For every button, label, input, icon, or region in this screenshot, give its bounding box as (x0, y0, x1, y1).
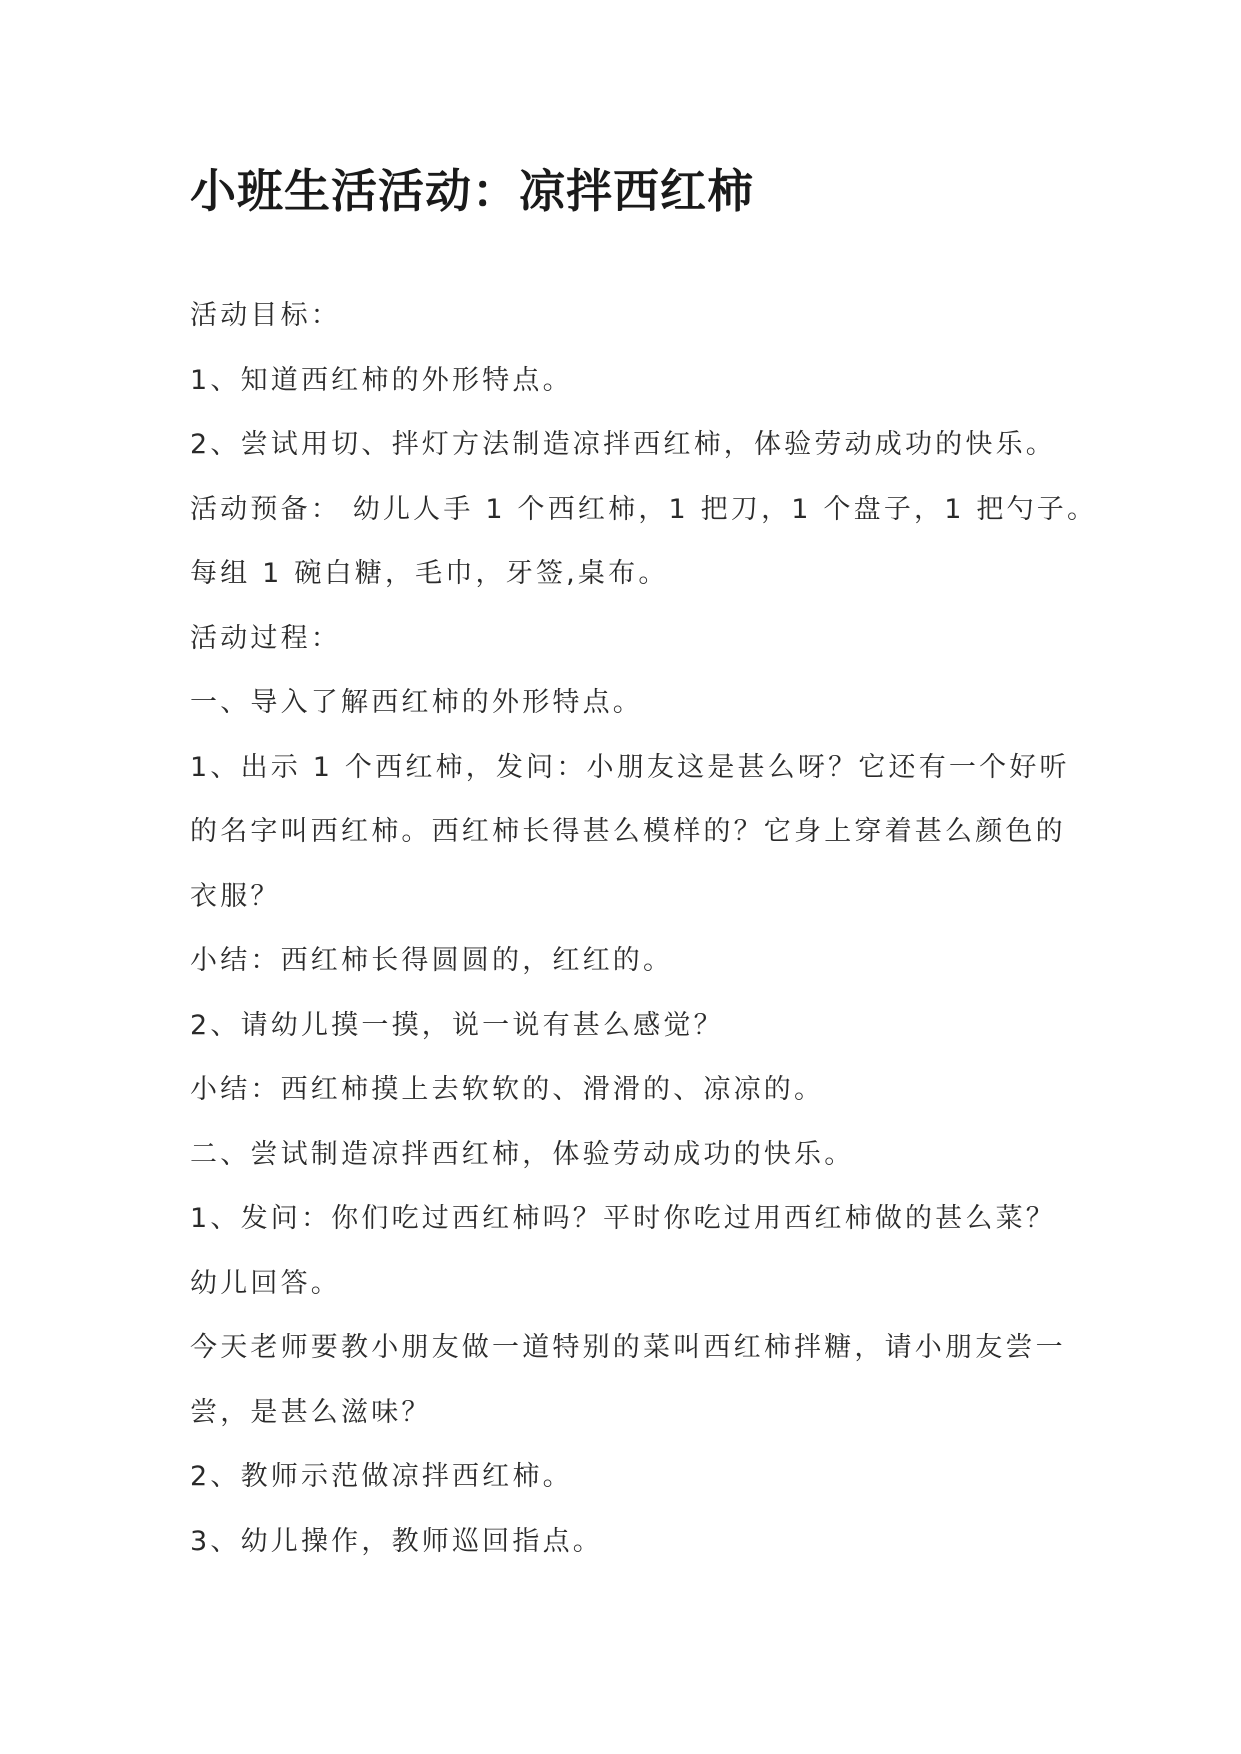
paragraph-line: 3、幼儿操作，教师巡回指点。 (190, 1525, 603, 1557)
paragraph-line: 二、尝试制造凉拌西红柿，体验劳动成功的快乐。 (190, 1138, 855, 1170)
paragraph-line: 2、教师示范做凉拌西红柿。 (190, 1461, 573, 1492)
paragraph-line: 每组 1 碗白糖，毛巾，牙签,桌布。 (190, 558, 669, 589)
paragraph-line: 尝，是甚么滋味？ (190, 1396, 432, 1428)
paragraph-line: 2、请幼儿摸一摸，说一说有甚么感觉？ (190, 1009, 724, 1041)
document-body (190, 296, 1098, 1586)
paragraph-line: 1、出示 1 个西红柿，发问：小朋友这是甚么呀？它还有一个好听 (190, 751, 1070, 783)
section-heading-goals: 活动目标： (190, 300, 341, 331)
paragraph-line: 1、知道西红柿的外形特点。 (190, 364, 573, 396)
paragraph-line: 小结：西红柿长得圆圆的，红红的。 (190, 945, 674, 976)
paragraph-line: 的名字叫西红柿。西红柿长得甚么模样的？它身上穿着甚么颜色的 (190, 816, 1066, 847)
paragraph-line: 一、导入了解西红柿的外形特点。 (190, 687, 643, 718)
paragraph-line: 1、发问：你们吃过西红柿吗？平时你吃过用西红柿做的甚么菜？ (190, 1203, 1056, 1234)
paragraph-line: 衣服？ (190, 880, 281, 912)
paragraph-line: 今天老师要教小朋友做一道特别的菜叫西红柿拌糖，请小朋友尝一 (190, 1332, 1066, 1363)
section-heading-preparation: 活动预备： 幼儿人手 1 个西红柿，1 把刀，1 个盘子，1 把勺子。 (190, 493, 1098, 525)
paragraph-line: 2、尝试用切、拌灯方法制造凉拌西红柿，体验劳动成功的快乐。 (190, 429, 1056, 460)
section-heading-process: 活动过程： (190, 622, 341, 654)
page-title: 小班生活活动：凉拌西红柿 (190, 164, 754, 218)
paragraph-line: 小结：西红柿摸上去软软的、滑滑的、凉凉的。 (190, 1074, 825, 1105)
paragraph-line: 幼儿回答。 (190, 1267, 341, 1299)
